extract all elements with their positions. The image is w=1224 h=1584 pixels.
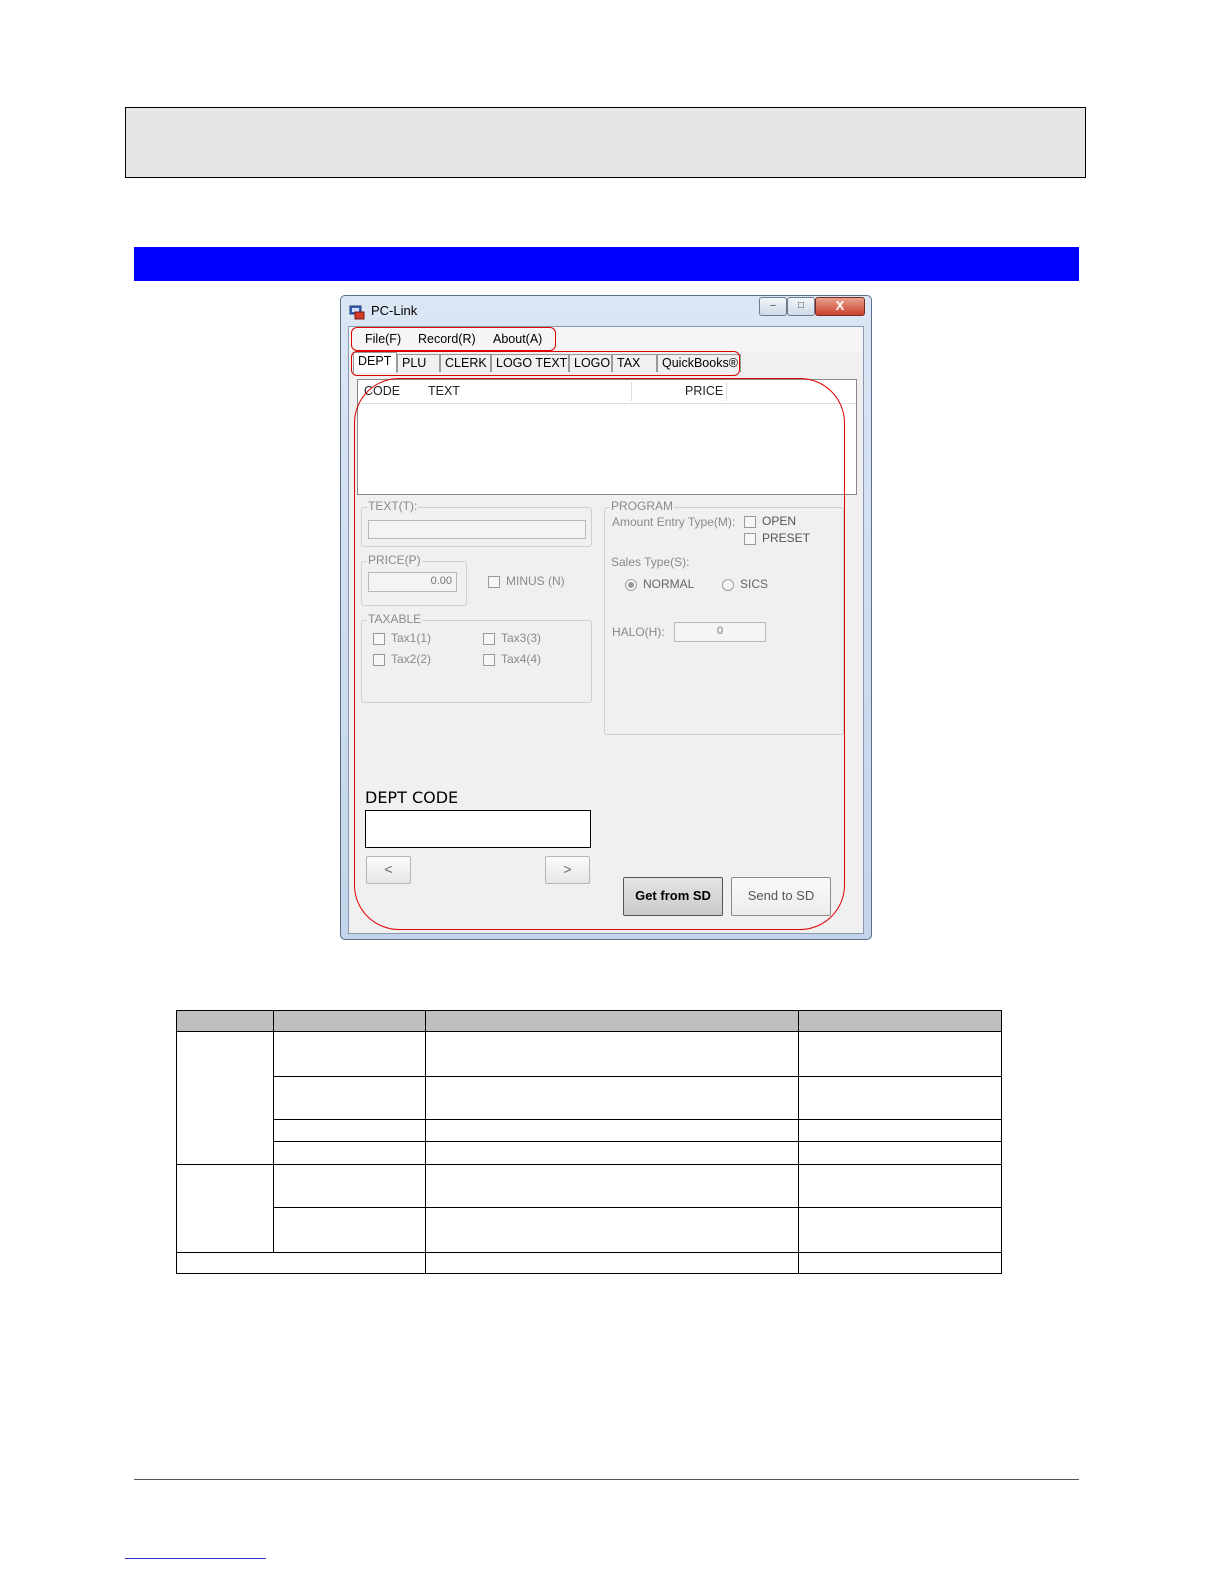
column-code[interactable]: CODE	[364, 384, 401, 398]
section-banner	[134, 247, 1079, 281]
header-separator	[273, 1010, 274, 1032]
tab-plu[interactable]: PLU	[397, 354, 440, 372]
description-table	[176, 1010, 1002, 1274]
text-label: TEXT(T):	[368, 499, 418, 513]
amount-entry-label: Amount Entry Type(M):	[612, 515, 736, 529]
header-separator	[425, 1010, 426, 1032]
tax4-checkbox[interactable]	[483, 654, 495, 666]
price-group	[361, 553, 467, 606]
menu-about[interactable]: About(A)	[493, 332, 543, 346]
chevron-left-icon[interactable]: <	[366, 856, 411, 884]
chevron-right-icon[interactable]: >	[545, 856, 590, 884]
sales-type-label: Sales Type(S):	[611, 555, 690, 569]
tab-clerk[interactable]: CLERK	[440, 354, 491, 372]
table-border	[176, 1273, 1002, 1274]
table-row	[176, 1164, 1002, 1165]
taxable-label: TAXABLE	[368, 612, 422, 626]
tab-dept[interactable]: DEPT	[353, 352, 397, 373]
dept-code-input[interactable]	[365, 810, 591, 848]
dept-list[interactable]	[357, 379, 857, 495]
open-label: OPEN	[762, 514, 797, 528]
footer-link[interactable]	[125, 1558, 266, 1559]
minus-label: MINUS (N)	[506, 574, 565, 588]
program-label: PROGRAM	[611, 499, 674, 513]
tab-logo[interactable]: LOGO	[569, 354, 612, 372]
column-separator	[726, 382, 727, 401]
table-border	[1001, 1010, 1002, 1274]
table-row	[273, 1119, 1002, 1120]
maximize-icon[interactable]: □	[787, 297, 815, 316]
table-row	[273, 1207, 1002, 1208]
minimize-icon[interactable]: –	[759, 297, 787, 316]
window-client-area	[348, 326, 864, 934]
tax2-label: Tax2(2)	[391, 652, 432, 666]
table-header	[176, 1010, 1002, 1032]
menu-file[interactable]: File(F)	[365, 332, 402, 346]
table-row	[176, 1252, 1002, 1253]
price-input[interactable]: 0.00	[368, 572, 457, 592]
get-from-sd-button[interactable]: Get from SD	[623, 877, 723, 916]
column-text[interactable]: TEXT	[428, 384, 460, 398]
list-header	[358, 380, 856, 404]
column-separator	[631, 382, 632, 401]
tab-quickbooks[interactable]: QuickBooks®	[657, 354, 741, 372]
normal-label: NORMAL	[643, 577, 695, 591]
tax3-checkbox[interactable]	[483, 633, 495, 645]
preset-label: PRESET	[762, 531, 811, 545]
column-line	[425, 1032, 426, 1274]
pc-link-app-icon	[349, 304, 365, 320]
tab-logo-text[interactable]: LOGO TEXT	[491, 354, 569, 372]
document-header-box	[125, 107, 1086, 178]
halo-input[interactable]: 0	[674, 622, 766, 642]
price-label: PRICE(P)	[368, 553, 421, 567]
column-line	[273, 1032, 274, 1252]
sics-label: SICS	[740, 577, 769, 591]
text-group	[361, 499, 592, 547]
close-icon[interactable]: X	[815, 297, 865, 316]
send-to-sd-button[interactable]: Send to SD	[731, 877, 831, 916]
tab-tax[interactable]: TAX	[612, 354, 657, 372]
open-checkbox[interactable]	[744, 516, 756, 528]
column-line	[798, 1032, 799, 1274]
tax4-label: Tax4(4)	[501, 652, 542, 666]
tax1-checkbox[interactable]	[373, 633, 385, 645]
pc-link-window	[340, 295, 872, 940]
text-input[interactable]	[368, 520, 586, 539]
window-title: PC-Link	[371, 303, 418, 318]
header-separator	[798, 1010, 799, 1032]
column-price[interactable]: PRICE	[685, 384, 724, 398]
tax3-label: Tax3(3)	[501, 631, 542, 645]
tax2-checkbox[interactable]	[373, 654, 385, 666]
halo-label: HALO(H):	[612, 625, 665, 639]
menu-bar	[349, 327, 863, 351]
table-border	[176, 1010, 177, 1274]
sics-radio[interactable]	[722, 579, 734, 591]
table-row	[273, 1076, 1002, 1077]
preset-checkbox[interactable]	[744, 533, 756, 545]
minus-checkbox[interactable]	[488, 576, 500, 588]
tax1-label: Tax1(1)	[391, 631, 432, 645]
menu-record[interactable]: Record(R)	[418, 332, 476, 346]
dept-code-label: DEPT CODE	[365, 788, 459, 807]
table-row	[273, 1141, 1002, 1142]
normal-radio[interactable]	[625, 579, 637, 591]
footer-rule	[134, 1479, 1079, 1480]
